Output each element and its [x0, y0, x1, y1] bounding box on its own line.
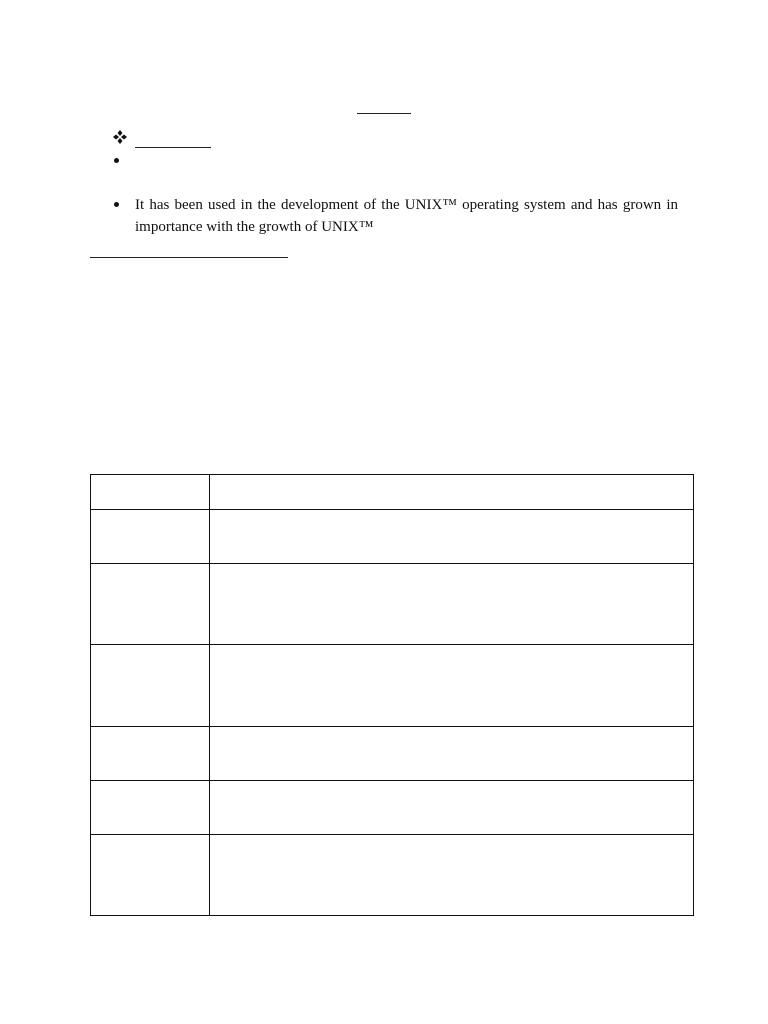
table-cell [210, 645, 694, 727]
table-cell [91, 510, 210, 564]
table-cell [210, 835, 694, 916]
table-row [91, 781, 694, 835]
bullet-text-unix: It has been used in the development of the UNIX™ operating system and has grown in importance with the growth of UNIX™ [135, 197, 678, 235]
table-cell [91, 835, 210, 916]
section-heading-underline [135, 147, 211, 148]
table-row [91, 727, 694, 781]
bullet-dot-icon [114, 202, 119, 207]
table-cell [210, 510, 694, 564]
page-title-underline [357, 113, 411, 114]
table-row [91, 645, 694, 727]
table-cell [91, 781, 210, 835]
table-cell [210, 781, 694, 835]
table-cell [210, 727, 694, 781]
table-cell [91, 727, 210, 781]
table-cell [91, 475, 210, 510]
table-row [91, 510, 694, 564]
footnote-separator [90, 257, 288, 258]
table-cell [210, 475, 694, 510]
table-cell [91, 564, 210, 645]
table-row [91, 475, 694, 510]
table-row [91, 564, 694, 645]
data-table [90, 474, 694, 916]
diamond-bullet-icon [112, 129, 128, 145]
bullet-dot-icon [114, 158, 119, 163]
table-cell [91, 645, 210, 727]
table-row [91, 835, 694, 916]
table-cell [210, 564, 694, 645]
